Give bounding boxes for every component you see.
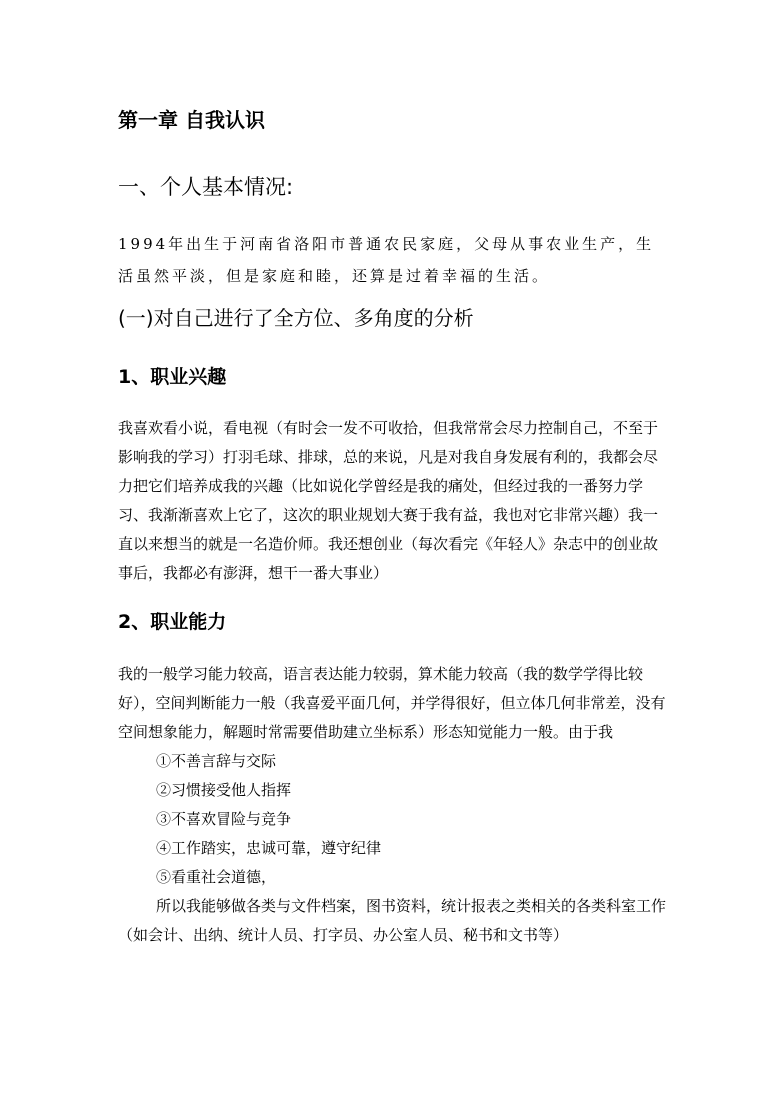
ability-paragraph: 我的一般学习能力较高，语言表达能力较弱，算术能力较高（我的数学学得比较好），空间判断能力一般（我喜爱平面几何，并学得很好，但立体几何非常差，没有空间想象能力，解题时常需要借助建立坐标系）形态知觉能力一般。由于我 xyxy=(118,665,666,741)
list-item: ①不善言辞与交际 xyxy=(156,752,277,770)
traits-list xyxy=(118,747,666,892)
chapter-title: 第一章 自我认识 xyxy=(118,108,265,132)
family-paragraph: 1994年出生于河南省洛阳市普通农民家庭，父母从事农业生产，生活虽然平淡，但是家庭和睦，还算是过着幸福的生活。 xyxy=(118,235,655,285)
subsection-title: (一)对自己进行了全方位、多角度的分析 xyxy=(118,306,474,330)
list-item: ④工作踏实，忠诚可靠，遵守纪律 xyxy=(156,839,382,857)
list-item: ⑤看重社会道德， xyxy=(156,868,277,886)
list-item: ②习惯接受他人指挥 xyxy=(156,781,292,799)
section-title: 一、个人基本情况: xyxy=(118,175,294,199)
interest-heading: 1、职业兴趣 xyxy=(118,366,227,388)
ability-heading: 2、职业能力 xyxy=(118,611,227,633)
interest-paragraph: 我喜欢看小说，看电视（有时会一发不可收拾，但我常常会尽力控制自己，不至于影响我的学习）打羽毛球、排球，总的来说，凡是对我自身发展有利的，我都会尽力把它们培养成我的兴趣（比如说化学曾经是我的痛处，但经过我的一番努力学习、我渐渐喜欢上它了，这次的职业规划大赛于我有益，我也对它非常兴趣）我一直以来想当的就是一名造价师。我还想创业（每次看完《年轻人》杂志中的创业故事后，我都必有澎湃，想干一番大事业） xyxy=(118,419,659,582)
conclusion-paragraph: 所以我能够做各类与文件档案，图书资料，统计报表之类相关的各类科室工作（如会计、出纳、统计人员、打字员、办公室人员、秘书和文书等） xyxy=(118,897,667,944)
list-item: ③不喜欢冒险与竞争 xyxy=(156,810,292,828)
